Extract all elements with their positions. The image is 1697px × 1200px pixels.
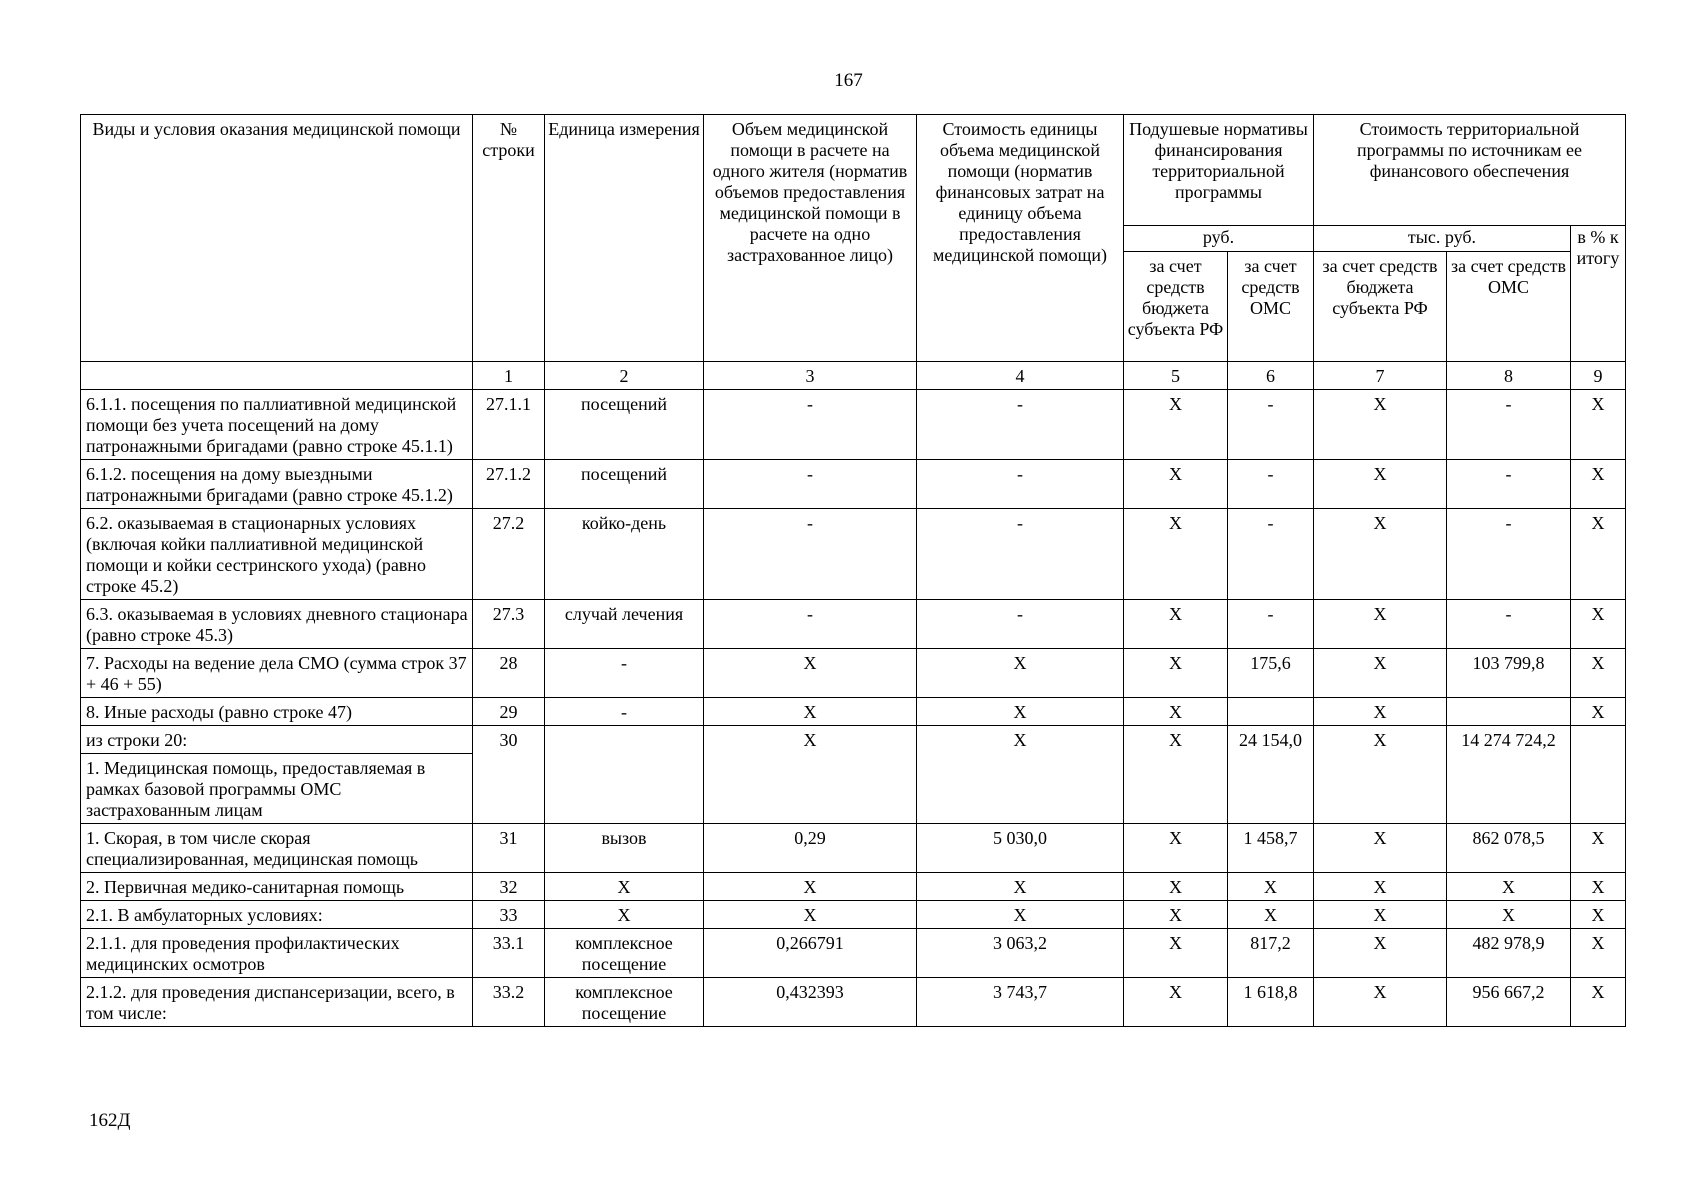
row-cost-budget: X	[1314, 824, 1447, 873]
row-cost-budget: X	[1314, 390, 1447, 460]
row-per-capita-budget: X	[1124, 698, 1228, 726]
row-unit-cost: X	[917, 901, 1124, 929]
row-number: 27.1.2	[473, 460, 545, 509]
row-per-capita-budget: X	[1124, 873, 1228, 901]
row-number: 27.3	[473, 600, 545, 649]
row-name: 6.2. оказываемая в стационарных условиях (включая койки паллиативной медицинской помощи и койки сестринского ухода) (равно строке 45.2)	[81, 509, 473, 600]
row-name: из строки 20:	[81, 726, 473, 754]
row-per-capita-oms: -	[1228, 509, 1314, 600]
row-unit-cost: 5 030,0	[917, 824, 1124, 873]
row-unit: посещений	[545, 460, 704, 509]
row-unit-cost: -	[917, 460, 1124, 509]
row-unit: вызов	[545, 824, 704, 873]
row-per-capita-budget: X	[1124, 649, 1228, 698]
row-cost-budget: X	[1314, 698, 1447, 726]
table-row	[81, 726, 1626, 754]
row-volume: X	[704, 649, 917, 698]
row-unit-cost: -	[917, 509, 1124, 600]
row-number: 30	[473, 726, 545, 824]
table-row	[81, 978, 1626, 1027]
row-cost-oms: -	[1447, 390, 1571, 460]
column-number: 2	[545, 362, 704, 390]
row-cost-oms: 103 799,8	[1447, 649, 1571, 698]
row-name: 7. Расходы на ведение дела СМО (сумма строк 37 + 46 + 55)	[81, 649, 473, 698]
header-thousand-rub: тыс. руб.	[1314, 226, 1571, 252]
table-row	[81, 600, 1626, 649]
column-number: 9	[1571, 362, 1626, 390]
column-number: 3	[704, 362, 917, 390]
header-budget-source: за счет средств бюджета субъекта РФ	[1124, 252, 1228, 362]
row-percent: X	[1571, 390, 1626, 460]
row-cost-oms: -	[1447, 509, 1571, 600]
row-cost-budget: X	[1314, 726, 1447, 824]
row-unit: -	[545, 698, 704, 726]
column-number: 5	[1124, 362, 1228, 390]
header-rub: руб.	[1124, 226, 1314, 252]
row-per-capita-oms: 175,6	[1228, 649, 1314, 698]
row-cost-budget: X	[1314, 649, 1447, 698]
row-unit-cost: 3 063,2	[917, 929, 1124, 978]
row-unit: X	[545, 901, 704, 929]
row-unit: случай лечения	[545, 600, 704, 649]
row-percent: X	[1571, 929, 1626, 978]
row-name: 6.1.1. посещения по паллиативной медицинской помощи без учета посещений на дому патронажными бригадами (равно строке 45.1.1)	[81, 390, 473, 460]
header-unit-cost: Стоимость единицы объема медицинской помощи (норматив финансовых затрат на единицу объема предоставления медицинской помощи)	[917, 115, 1124, 362]
row-number: 27.1.1	[473, 390, 545, 460]
row-unit-cost: -	[917, 390, 1124, 460]
row-per-capita-oms: 1 618,8	[1228, 978, 1314, 1027]
row-unit: -	[545, 649, 704, 698]
table-row	[81, 390, 1626, 460]
page-number: 167	[834, 70, 863, 91]
row-percent: X	[1571, 698, 1626, 726]
row-volume: X	[704, 901, 917, 929]
row-number: 29	[473, 698, 545, 726]
row-volume: -	[704, 390, 917, 460]
row-cost-budget: X	[1314, 873, 1447, 901]
row-cost-oms: 956 667,2	[1447, 978, 1571, 1027]
row-number: 33	[473, 901, 545, 929]
row-per-capita-budget: X	[1124, 460, 1228, 509]
row-unit	[545, 726, 704, 824]
row-cost-oms: 14 274 724,2	[1447, 726, 1571, 824]
column-number	[81, 362, 473, 390]
row-number: 31	[473, 824, 545, 873]
row-volume: 0,29	[704, 824, 917, 873]
row-per-capita-budget: X	[1124, 978, 1228, 1027]
row-per-capita-oms: 1 458,7	[1228, 824, 1314, 873]
row-percent: X	[1571, 600, 1626, 649]
column-number: 8	[1447, 362, 1571, 390]
row-name: 1. Медицинская помощь, предоставляемая в рамках базовой программы ОМС застрахованным лицам	[81, 754, 473, 824]
row-name: 2.1.2. для проведения диспансеризации, всего, в том числе:	[81, 978, 473, 1027]
row-cost-budget: X	[1314, 978, 1447, 1027]
header-per-capita: Подушевые нормативы финансирования территориальной программы	[1124, 115, 1314, 226]
row-per-capita-budget: X	[1124, 600, 1228, 649]
row-per-capita-oms: X	[1228, 873, 1314, 901]
table-row	[81, 509, 1626, 600]
row-percent: X	[1571, 649, 1626, 698]
row-unit-cost: X	[917, 726, 1124, 824]
row-per-capita-oms: -	[1228, 460, 1314, 509]
row-unit: X	[545, 873, 704, 901]
column-number: 6	[1228, 362, 1314, 390]
row-number: 28	[473, 649, 545, 698]
row-cost-oms: X	[1447, 901, 1571, 929]
row-volume: 0,432393	[704, 978, 917, 1027]
table-row	[81, 460, 1626, 509]
row-unit: койко-день	[545, 509, 704, 600]
row-name: 8. Иные расходы (равно строке 47)	[81, 698, 473, 726]
row-cost-budget: X	[1314, 509, 1447, 600]
row-name: 2.1.1. для проведения профилактических медицинских осмотров	[81, 929, 473, 978]
row-name: 1. Скорая, в том числе скорая специализированная, медицинская помощь	[81, 824, 473, 873]
row-volume: -	[704, 460, 917, 509]
row-name: 2.1. В амбулаторных условиях:	[81, 901, 473, 929]
header-budget-source-2: за счет средств бюджета субъекта РФ	[1314, 252, 1447, 362]
row-volume: 0,266791	[704, 929, 917, 978]
header-oms-source-2: за счет средств ОМС	[1447, 252, 1571, 362]
table-row	[81, 901, 1626, 929]
row-unit-cost: -	[917, 600, 1124, 649]
header-oms-source: за счет средств ОМС	[1228, 252, 1314, 362]
row-cost-budget: X	[1314, 901, 1447, 929]
row-per-capita-budget: X	[1124, 929, 1228, 978]
header-volume: Объем медицинской помощи в расчете на одного жителя (норматив объемов предоставления медицинской помощи в расчете на одно застрахованное лицо)	[704, 115, 917, 362]
row-per-capita-oms	[1228, 698, 1314, 726]
row-per-capita-oms: -	[1228, 390, 1314, 460]
row-cost-oms: -	[1447, 460, 1571, 509]
footer-code: 162Д	[89, 1110, 131, 1131]
header-percent-total: в % к итогу	[1571, 226, 1626, 362]
row-volume: -	[704, 600, 917, 649]
column-numbers-row	[81, 362, 1626, 390]
row-unit: комплексное посещение	[545, 929, 704, 978]
row-number: 33.2	[473, 978, 545, 1027]
header-unit: Единица измерения	[545, 115, 704, 362]
row-per-capita-budget: X	[1124, 726, 1228, 824]
row-percent: X	[1571, 901, 1626, 929]
row-volume: X	[704, 726, 917, 824]
row-per-capita-oms: -	[1228, 600, 1314, 649]
table-row	[81, 929, 1626, 978]
table-row	[81, 824, 1626, 873]
medical-care-table	[80, 114, 1626, 1027]
header-program-cost: Стоимость территориальной программы по источникам ее финансового обеспечения	[1314, 115, 1626, 226]
row-per-capita-budget: X	[1124, 509, 1228, 600]
row-cost-budget: X	[1314, 600, 1447, 649]
row-name: 6.1.2. посещения на дому выездными патронажными бригадами (равно строке 45.1.2)	[81, 460, 473, 509]
row-per-capita-budget: X	[1124, 901, 1228, 929]
row-per-capita-oms: X	[1228, 901, 1314, 929]
row-percent: X	[1571, 824, 1626, 873]
row-unit-cost: X	[917, 698, 1124, 726]
row-volume: X	[704, 698, 917, 726]
row-per-capita-oms: 817,2	[1228, 929, 1314, 978]
row-cost-budget: X	[1314, 460, 1447, 509]
row-cost-oms: 862 078,5	[1447, 824, 1571, 873]
row-percent: X	[1571, 873, 1626, 901]
row-per-capita-budget: X	[1124, 824, 1228, 873]
row-number: 33.1	[473, 929, 545, 978]
row-cost-oms: -	[1447, 600, 1571, 649]
row-unit: комплексное посещение	[545, 978, 704, 1027]
row-per-capita-oms: 24 154,0	[1228, 726, 1314, 824]
table-row	[81, 873, 1626, 901]
row-percent: X	[1571, 978, 1626, 1027]
row-cost-oms: X	[1447, 873, 1571, 901]
row-percent: X	[1571, 460, 1626, 509]
row-unit: посещений	[545, 390, 704, 460]
column-number: 7	[1314, 362, 1447, 390]
row-percent	[1571, 726, 1626, 824]
row-name: 6.3. оказываемая в условиях дневного стационара (равно строке 45.3)	[81, 600, 473, 649]
row-cost-oms	[1447, 698, 1571, 726]
row-volume: X	[704, 873, 917, 901]
row-per-capita-budget: X	[1124, 390, 1228, 460]
row-unit-cost: 3 743,7	[917, 978, 1124, 1027]
row-percent: X	[1571, 509, 1626, 600]
header-name: Виды и условия оказания медицинской помощи	[81, 115, 473, 362]
row-unit-cost: X	[917, 873, 1124, 901]
row-cost-oms: 482 978,9	[1447, 929, 1571, 978]
table-row	[81, 698, 1626, 726]
table-row	[81, 649, 1626, 698]
column-number: 1	[473, 362, 545, 390]
row-unit-cost: X	[917, 649, 1124, 698]
row-number: 32	[473, 873, 545, 901]
row-number: 27.2	[473, 509, 545, 600]
column-number: 4	[917, 362, 1124, 390]
row-cost-budget: X	[1314, 929, 1447, 978]
row-name: 2. Первичная медико-санитарная помощь	[81, 873, 473, 901]
header-row-no: № строки	[473, 115, 545, 362]
row-volume: -	[704, 509, 917, 600]
